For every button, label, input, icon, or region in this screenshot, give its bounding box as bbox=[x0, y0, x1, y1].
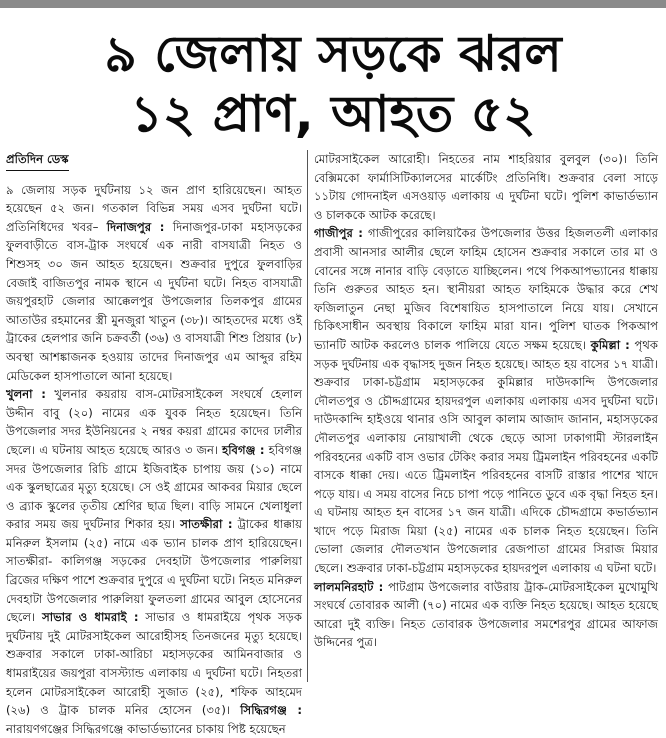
column-divider bbox=[307, 150, 308, 682]
article-text-left bbox=[6, 181, 302, 738]
location-text: ট্রাকের ধাক্কায় মনিরুল ইসলাম (২৫) নামে এক ভ্যান চালক প্রাণ হারিয়েছেন। সাতক্ষীরা- কালিগঞ্জ সড়কের দেবহাটা উপজেলার পারুলিয়া ব্রিজের দক্ষিণ পাশে শুক্রবার দুপুরে এ দুর্ঘটনা ঘটে। নিহত মনিরুল দেবহাটা উপজেলার পারুলিয়া ফুলতলা গ্রামের আবুল হোসেনের ছেলে। bbox=[6, 517, 302, 625]
location-text: খুলনার কয়রায় বাস-মোটরসাইকেল সংঘর্ষে হেলাল উদ্দীন বাবু (২০) নামের এক যুবক নিহত হয়েছেন। তিনি উপজেলার সদর ইউনিয়নের ২ নম্বর কয়রা গ্রামের কাদের ঢালীর ছেলে। এ ঘটনায় আহত হয়েছে আরও ৩ জন। bbox=[6, 387, 302, 457]
headline-line-2: ১২ প্রাণ, আহত ৫২ bbox=[130, 85, 536, 143]
location-label: গাজীপুর : bbox=[314, 226, 363, 241]
location-text: পাটগ্রাম উপজেলার বাউরায় ট্রাক-মোটরসাইকেল মুখোমুখি সংঘর্ষে তোবারক আলী (৭০) নামের এক ব্যক্তি নিহত হয়েছে। আহত হয়েছে আরো দুই ব্যক্তি। নিহত তোবারক উপজেলার সমশেরপুর গ্রামের আফাজ উদ্দিনের পুত্র। bbox=[314, 579, 659, 650]
location-text: নারায়ণগঞ্জের সিদ্ধিরগঞ্জে কাভার্ডভ্যানের চাকায় পিষ্ট হয়েছেন bbox=[6, 721, 286, 736]
right-column bbox=[314, 150, 658, 680]
location-text: হবিগঞ্জ সদর উপজেলার রিচি গ্রামে ইজিবাইক চাপায় জয় (১০) নামে এক স্কুলছাত্রের মৃত্যু হয়েছে। সে ওই গ্রামের আকবর মিয়ার ছেলে ও ব্র্যাক স্কুলের তৃতীয় শ্রেণির ছাত্র ছিল। বাড়ি সামনে খেলাধুলা করার সময় জয় দুর্ঘটনার শিকার হয়। bbox=[6, 442, 303, 532]
location-label: সিদ্ধিরগঞ্জ : bbox=[240, 703, 303, 718]
byline: প্রতিদিন ডেস্ক bbox=[6, 150, 69, 171]
location-label: সাভার ও ধামরাই : bbox=[42, 610, 139, 625]
top-rule bbox=[0, 0, 666, 8]
location-text: দিনাজপুর-ঢাকা মহাসড়কের ফুলবাড়ীতে বাস-ট্রাক সংঘর্ষে এক নারী বাসযাত্রী নিহত ও শিশুসহ ৩০ জন আহত হয়েছেন। শুক্রবার দুপুরে ফুলবাড়ির বেজাই বাজিতপুর নামক স্থানে এ দুর্ঘটনা ঘটে। নিহত বাসযাত্রী জয়পুরহাট জেলার আক্কেলপুর উপজেলার তিলকপুর গ্রামের আতাউর রহমানের স্ত্রী মুনজুরা খাতুন (৩৮)। আহতদের মধ্যে ওই ট্রাকের হেলপার জনি চক্রবর্তী (৩৬) ও বাসযাত্রী শিশু প্রিয়ার (৮) অবস্থা আশঙ্কাজনক হওয়ায় তাদের দিনাজপুর এম আব্দুর রহিম মেডিকেল হাসপাতালে আনা হয়েছে। bbox=[6, 219, 303, 383]
location-label: সাতক্ষীরা : bbox=[180, 517, 233, 532]
location-text: পৃথক সড়ক দুর্ঘটনায় এক বৃদ্ধাসহ দুজন নিহত হয়েছে। আহত হয় বাসের ১৭ যাত্রী। শুক্রবার ঢাকা-চট্টগ্রাম মহাসড়কের কুমিল্লার দাউদকান্দি উপজেলার দৌলতপুর ও চৌদ্দগ্রামের হায়দরপুল এলাকায় এলাকায় এসব দুর্ঘটনা ঘটে। দাউদকান্দি হাইওয়ে থানার ওসি আবুল কালাম আজাদ জানান, মহাসড়কের দৌলতপুর এলাকায় নোয়াখালী থেকে ছেড়ে আসা ঢাকাগামী স্টারলাইন পরিবহনের একটি বাস ওভার টেকিং করার সময় ট্রিমলাইন পরিবহনের একটি বাসকে ধাক্কা দেয়। এতে ট্রিমলাইন পরিবহনের বাসটি রাস্তার পাশের খাদে পড়ে যায়। এ সময় বাসের নিচে চাপা পড়ে পানিতে ডুবে এক বৃদ্ধা নিহত হন। এ ঘটনায় আহত হন বাসের ১৭ জন যাত্রী। এদিকে চৌদ্দগ্রামে কভার্ডভ্যান খাদে পড়ে মিরাজ মিয়া (২৫) নামের এক চালক নিহত হয়েছেন। তিনি ভোলা জেলার দৌলতখান উপজেলার রেজপাতা গ্রামের সিরাজ মিয়ার ছেলে। শুক্রবার ঢাকা-চট্টগ্রাম মহাসড়কের হায়দরপুল এলাকায় এ ঘটনা ঘটে। bbox=[314, 337, 659, 576]
article-text-right bbox=[314, 150, 658, 652]
location-label: হবিগঞ্জ : bbox=[222, 442, 265, 457]
left-column bbox=[6, 150, 303, 736]
location-text: গাজীপুরের কালিয়াকৈর উপজেলার উত্তর হিজলতলী এলাকার প্রবাসী আনসার আলীর ছেলে ফাহিম হোসেন শুক্রবার সকালে তার মা ও বোনের সঙ্গে নানার বাড়ি বেড়াতে যাচ্ছিলেন। পথে পিকআপভ্যানের ধাক্কায় তিনি গুরুতর আহত হন। স্থানীয়রা আহত ফাহিমকে উদ্ধার করে শেখ ফজিলাতুন নেছা মুজিব বিশেষায়িত হাসপাতালে নিয়ে যায়। সেখানে চিকিৎসাধীন অবস্থায় বিকালে ফাহিম মারা যান। পুলিশ ঘাতক পিকআপ ভ্যানটি আটক করলেও চালক পালিয়ে যেতে সক্ষম হয়েছে। bbox=[314, 226, 659, 352]
intro-text: ৯ জেলায় সড়ক দুর্ঘটনায় ১২ জন প্রাণ হারিয়েছেন। আহত হয়েছেন ৫২ জন। গতকাল বিভিন্ন সময় এসব দুর্ঘটনা ঘটে। প্রতিনিধিদের খবর– bbox=[6, 182, 302, 234]
location-label: খুলনা : bbox=[6, 387, 46, 402]
continued-text: মোটরসাইকেল আরোহী। নিহতের নাম শাহরিয়ার বুলবুল (৩০)। তিনি বেক্সিমকো ফার্মাসিটিক্যালসের মার্কেটিং প্রতিনিধি। শুক্রবার বেলা সাড়ে ১১টায় গোদনাইল এসওয়াড় এলাকায় এ দুর্ঘটনা ঘটে। পুলিশ কাভার্ডভ্যান ও চালককে আটক করেছে। bbox=[314, 152, 658, 222]
location-text: সাভার ও ধামরাইয়ে পৃথক সড়ক দুর্ঘটনায় দুই মোটরসাইকেল আরোহীসহ তিনজনের মৃত্যু হয়েছে। শুক্রবার সকালে ঢাকা-আরিচা মহাসড়কের আমিনবাজার ও ধামরাইয়ের জয়পুরা বাসস্ট্যান্ড এলাকায় এ দুর্ঘটনা ঘটে। নিহতরা হলেন মোটরসাইকেল আরোহী সুজাত (২৫), শফিক আহমেদ (২৬) ও ট্রাক চালক মনির হোসেন (৩৫)। bbox=[6, 610, 303, 718]
headline-line-1: ৯ জেলায় সড়কে ঝরল bbox=[104, 25, 562, 83]
location-label: দিনাজপুর : bbox=[106, 219, 165, 234]
location-label: কুমিল্লা : bbox=[590, 337, 630, 352]
location-label: লালমনিরহাট : bbox=[314, 579, 384, 594]
